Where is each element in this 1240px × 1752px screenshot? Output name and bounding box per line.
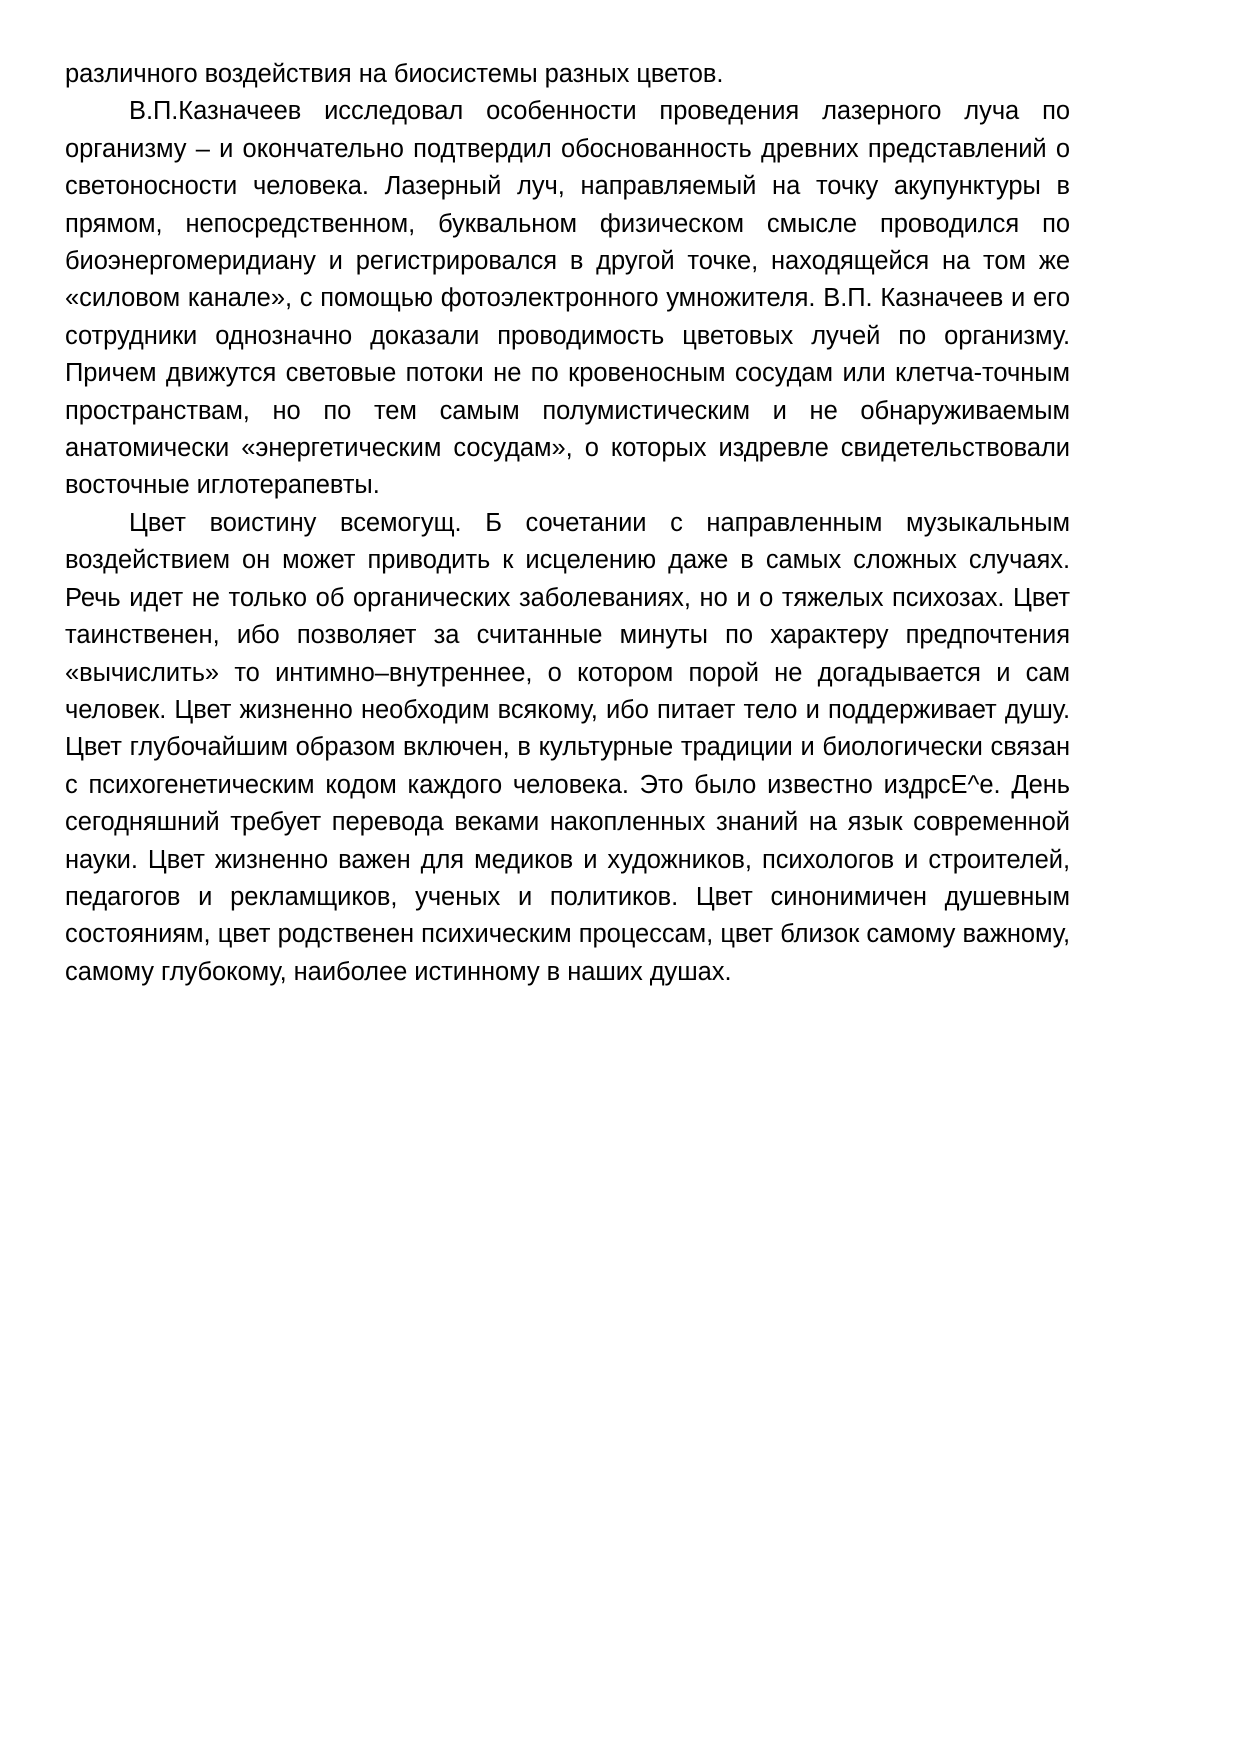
paragraph-continuation: различного воздействия на биосистемы разных цветов. xyxy=(65,60,724,88)
paragraph-colour-omnipotent: Цвет воистину всемогущ. Б сочетании с направленным музыкальным воздействием он может приводить к исцелению даже в самых сложных случаях. Речь идет не только об органических заболеваниях, но и о тяжелых психозах. Цвет таинственен, ибо позволяет за считанные минуты по характеру предпочтения «вычислить» то интимно–внутреннее, о котором порой не догадывается и сам человек. Цвет жизненно необходим всякому, ибо питает тело и поддерживает душу. Цвет глубочайшим образом включен, в культурные традиции и биологически связан с психогенетическим кодом каждого человека. Это было известно издрсЕ^е. День сегодняшний требует перевода веками накопленных знаний на язык современной науки. Цвет жизненно важен для медиков и художников, психологов и строителей, педагогов и рекламщиков, ученых и политиков. Цвет синонимичен душевным состояниям, цвет родственен психическим процессам, цвет близок самому важному, самому глубокому, наиболее истинному в наших душах. xyxy=(65,508,1070,986)
document-text-body xyxy=(65,56,1070,991)
paragraph-kaznacheev: В.П.Казначеев исследовал особенности проведения лазерного луча по организму – и окончательно подтвердил обоснованность древних представлений о светоносности человека. Лазерный луч, направляемый на точку акупунктуры в прямом, непосредственном, буквальном физическом смысле проводился по биоэнергомеридиану и регистрировался в другой точке, находящейся на том же «силовом канале», с помощью фотоэлектронного умножителя. В.П. Казначеев и его сотрудники однозначно доказали проводимость цветовых лучей по организму. Причем движутся световые потоки не по кровеносным сосудам или клетча-точным пространствам, но по тем самым полумистическим и не обнаруживаемым анатомически «энергетическим сосудам», о которых издревле свидетельствовали восточные иглотерапевты. xyxy=(65,97,1070,500)
